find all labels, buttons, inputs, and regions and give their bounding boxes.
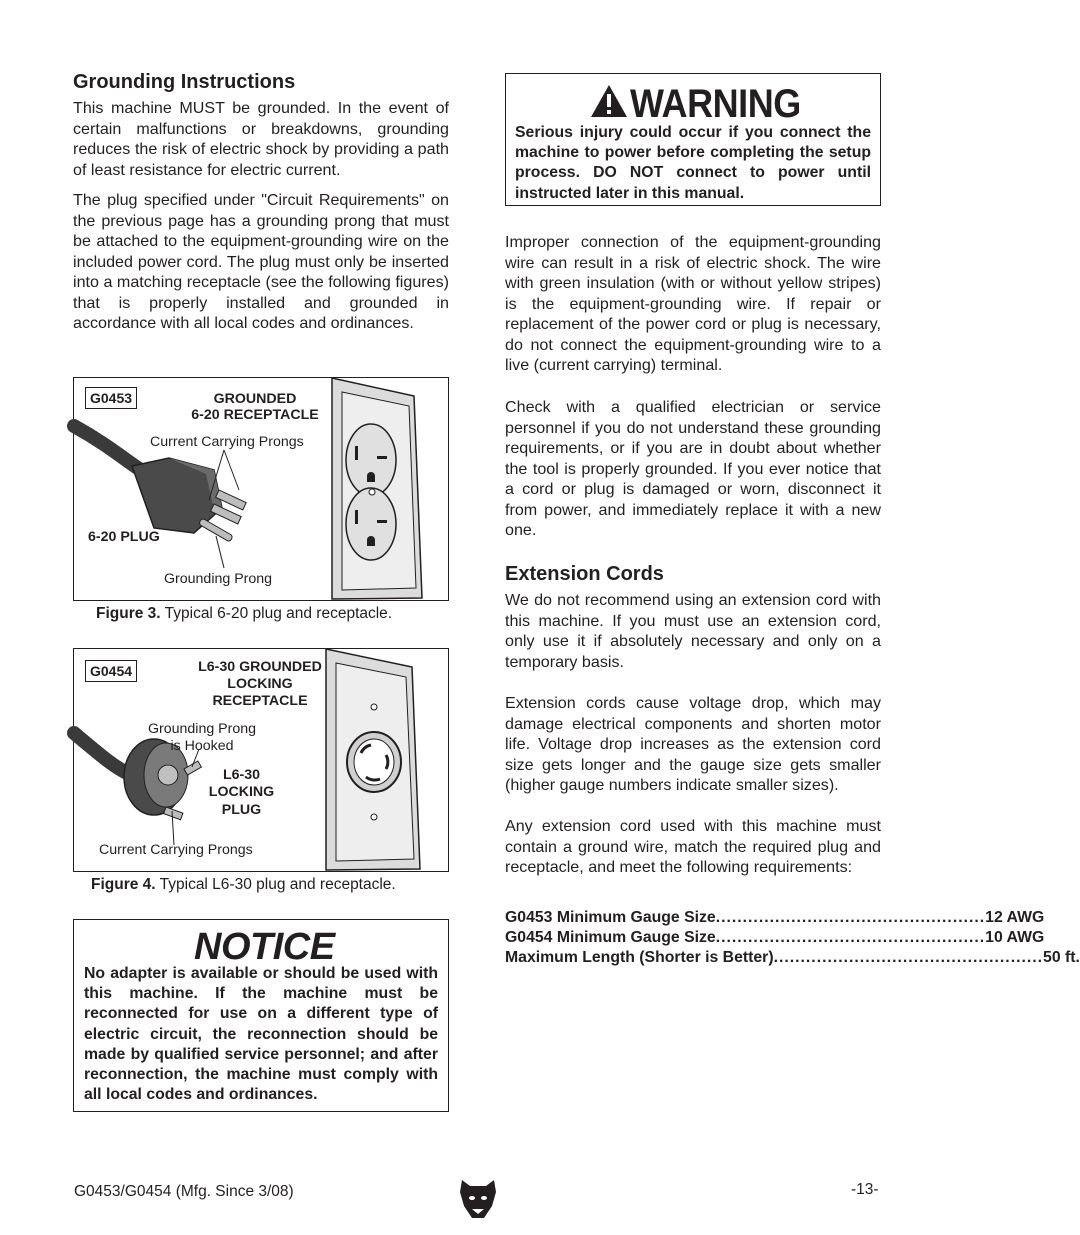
gauge-requirements	[505, 908, 1080, 969]
gauge-label: Maximum Length (Shorter is Better)	[505, 949, 774, 967]
figure-3-box	[73, 377, 449, 601]
current-prongs-label: Current Carrying Prongs	[150, 434, 304, 450]
notice-box	[73, 919, 449, 1112]
extension-para-2: Extension cords cause voltage drop, which may damage electrical components and shorten motor life. Voltage drop increases as the extension cord size gets longer and the gauge size gets smaller (higher gauge numbers indicate smaller sizes).	[505, 694, 881, 794]
receptacle-label-line2: 6-20 RECEPTACLE	[191, 407, 319, 423]
grounding-para-1: This machine MUST be grounded. In the event of certain malfunctions or breakdowns, grounding reduces the risk of electric shock by providing a path of least resistance for electric current.	[73, 99, 449, 179]
warning-title: WARNING	[630, 82, 801, 126]
extension-cords-heading: Extension Cords	[505, 563, 664, 585]
grounding-heading: Grounding Instructions	[73, 71, 296, 93]
extension-para-1: We do not recommend using an extension cord with this machine. If you must use an extension cord, only use it if absolutely necessary and only on a temporary basis.	[505, 591, 881, 671]
warning-text: Serious injury could occur if you connect the machine to power before completing the setup process. DO NOT connect to power until instructed later in this manual.	[515, 124, 871, 202]
gauge-value: 50 ft.	[1043, 949, 1080, 967]
figure-3-caption-text: Typical 6-20 plug and receptacle.	[160, 605, 393, 622]
notice-text: No adapter is available or should be used with this machine. If the machine must be reconnected for use on a different type of electric circuit, the reconnection should be made by qualified service personnel; and after reconnection, the machine must comply with all local codes and ordinances.	[84, 965, 438, 1104]
gauge-label: G0454 Minimum Gauge Size	[505, 929, 716, 947]
grounding-para-2: The plug specified under "Circuit Requirements" on the previous page has a grounding prong that must be attached to the equipment-grounding wire on the included power cord. The plug must only be inserted into a matching receptacle (see the following figures) that is properly installed and grounded in accordance with all local codes and ordinances.	[73, 191, 449, 332]
gauge-value: 10 AWG	[985, 929, 1045, 947]
electrician-para: Check with a qualified electrician or service personnel if you do not understand these grounding requirements, or if you are in doubt about whether the tool is properly grounded. If you ever notice that a cord or plug is damaged or worn, disconnect it from power, and immediately replace it with a new one.	[505, 398, 881, 539]
grounding-wire-para: Improper connection of the equipment-grounding wire can result in a risk of electric shock. The wire with green insulation (with or without yellow stripes) is the equipment-grounding wire. If repair or replacement of the power cord or plug is necessary, do not connect the equipment-grounding wire to a live (current carrying) terminal.	[505, 233, 881, 374]
page-number: -13-	[851, 1181, 879, 1198]
gauge-row-g0454: G0454 Minimum Gauge Size .................................................. 10 AWG	[505, 928, 877, 948]
warning-triangle-icon	[590, 84, 628, 118]
figure-4-caption-text: Typical L6-30 plug and receptacle.	[155, 876, 396, 893]
gauge-value: 12 AWG	[985, 909, 1045, 926]
extension-para-3: Any extension cord used with this machine must contain a ground wire, match the required plug and receptacle, and meet the following requirements:	[505, 817, 881, 876]
model-tag-g0453: G0453	[85, 387, 137, 409]
bear-logo-icon	[458, 1176, 498, 1222]
gauge-label: G0453 Minimum Gauge Size	[505, 909, 716, 926]
figure-3-caption	[96, 605, 392, 623]
figure-4-box	[73, 648, 449, 872]
l6-plug-label-line2: LOCKING	[208, 784, 275, 800]
notice-title: NOTICE	[194, 926, 335, 968]
figure-4-caption	[91, 876, 396, 894]
warning-box	[505, 73, 881, 206]
receptacle-label-line1: GROUNDED	[213, 391, 297, 407]
l6-current-prongs-label: Current Carrying Prongs	[99, 842, 253, 858]
gauge-row-g0453: G0453 Minimum Gauge Size .................................................. 12 AWG	[505, 908, 877, 928]
l6-receptacle-label-line2: LOCKING	[227, 676, 293, 692]
footer-model: G0453/G0454 (Mfg. Since 3/08)	[74, 1183, 294, 1200]
figure-4-caption-number: Figure 4.	[91, 876, 156, 893]
grounding-prong-label: Grounding Prong	[164, 571, 273, 587]
plug-label: 6-20 PLUG	[88, 529, 160, 545]
l6-plug-label-line3: PLUG	[221, 802, 262, 818]
l6-receptacle-label-line3: RECEPTACLE	[212, 693, 308, 709]
l6-plug-label-line1: L6-30	[222, 767, 261, 783]
figure-3-caption-number: Figure 3.	[96, 605, 161, 622]
gauge-row-max-length: Maximum Length (Shorter is Better) .................................................. 50 ft.	[505, 948, 877, 968]
l6-receptacle-label-line1: L6-30 GROUNDED	[198, 659, 322, 675]
model-tag-g0454: G0454	[85, 660, 137, 682]
hooked-label-line2: is Hooked	[170, 738, 234, 754]
hooked-label-line1: Grounding Prong	[147, 721, 257, 737]
